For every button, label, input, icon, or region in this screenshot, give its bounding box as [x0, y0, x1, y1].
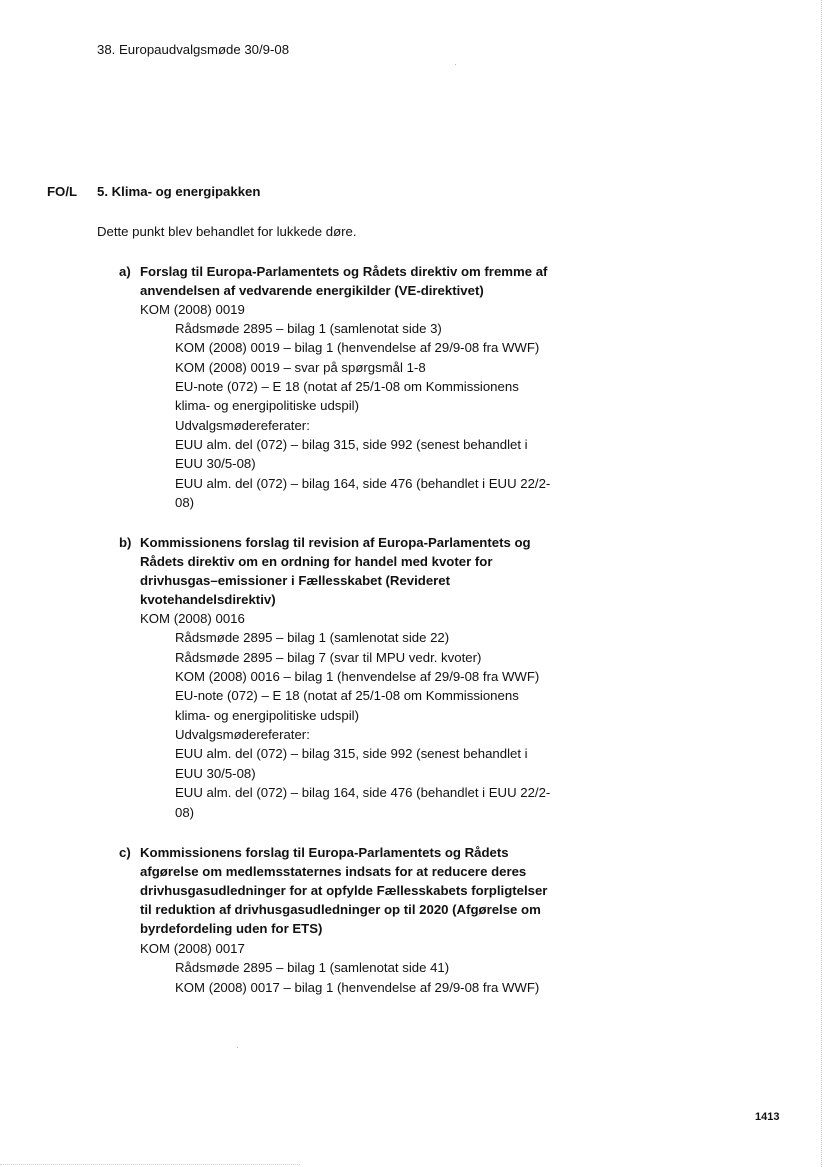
ref-line: EUU 30/5-08)	[175, 766, 256, 781]
item-title-line: kvotehandelsdirektiv)	[140, 592, 276, 607]
ref-line: Rådsmøde 2895 – bilag 1 (samlenotat side 3)	[175, 321, 442, 336]
item-letter: b)	[119, 535, 132, 550]
ref-line: KOM (2008) 0019 – bilag 1 (henvendelse af 29/9-08 fra WWF)	[175, 340, 540, 355]
item-title-line: drivhusgas–emissioner i Fællesskabet (Revideret	[140, 573, 451, 588]
item-title-line: Kommissionens forslag til Europa-Parlamentets og Rådets	[140, 845, 509, 860]
ref-line: EUU alm. del (072) – bilag 164, side 476 (behandlet i EUU 22/2-	[175, 785, 551, 800]
ref-line: klima- og energipolitiske udspil)	[175, 398, 359, 413]
section-intro: Dette punkt blev behandlet for lukkede døre.	[97, 224, 357, 239]
ref-line: KOM (2008) 0017 – bilag 1 (henvendelse af 29/9-08 fra WWF)	[175, 980, 540, 995]
ref-line: EUU 30/5-08)	[175, 456, 256, 471]
ref-line: Udvalgsmødereferater:	[175, 727, 310, 742]
item-title-line: til reduktion af drivhusgasudledninger op til 2020 (Afgørelse om	[140, 902, 541, 917]
ref-line: KOM (2008) 0016 – bilag 1 (henvendelse af 29/9-08 fra WWF)	[175, 669, 540, 684]
section-title: 5. Klima- og energipakken	[97, 184, 261, 199]
meeting-header: 38. Europaudvalgsmøde 30/9-08	[97, 42, 290, 57]
ref-line: EU-note (072) – E 18 (notat af 25/1-08 om Kommissionens	[175, 379, 519, 394]
ref-line: Rådsmøde 2895 – bilag 1 (samlenotat side 22)	[175, 630, 450, 645]
item-title-line: anvendelsen af vedvarende energikilder (VE-direktivet)	[140, 283, 484, 298]
ref-line: EUU alm. del (072) – bilag 315, side 992 (senest behandlet i	[175, 746, 528, 761]
ref-line: Rådsmøde 2895 – bilag 7 (svar til MPU vedr. kvoter)	[175, 650, 482, 665]
item-title-line: byrdefordeling uden for ETS)	[140, 921, 323, 936]
ref-line: klima- og energipolitiske udspil)	[175, 708, 359, 723]
item-kom-reference: KOM (2008) 0019	[140, 302, 245, 317]
ref-line: KOM (2008) 0019 – svar på spørgsmål 1-8	[175, 360, 426, 375]
item-kom-reference: KOM (2008) 0017	[140, 941, 245, 956]
item-letter: c)	[119, 845, 131, 860]
ref-line: 08)	[175, 495, 195, 510]
item-title-line: drivhusgasudledninger for at opfylde Fællesskabets forpligtelser	[140, 883, 548, 898]
section-marker: FO/L	[47, 184, 78, 199]
scan-edge-right	[821, 0, 822, 1167]
scan-edge-bottom	[0, 1164, 300, 1165]
page-number: 1413	[755, 1111, 780, 1123]
ref-line: EU-note (072) – E 18 (notat af 25/1-08 om Kommissionens	[175, 688, 519, 703]
ref-line: EUU alm. del (072) – bilag 164, side 476 (behandlet i EUU 22/2-	[175, 476, 551, 491]
item-title-line: Rådets direktiv om en ordning for handel med kvoter for	[140, 554, 493, 569]
item-title-line: afgørelse om medlemsstaternes indsats for at reducere deres	[140, 864, 527, 879]
ref-line: EUU alm. del (072) – bilag 315, side 992 (senest behandlet i	[175, 437, 528, 452]
scan-speck	[237, 1047, 238, 1048]
item-title-line: Forslag til Europa-Parlamentets og Rådets direktiv om fremme af	[140, 264, 548, 279]
item-kom-reference: KOM (2008) 0016	[140, 611, 245, 626]
ref-line: Udvalgsmødereferater:	[175, 418, 310, 433]
item-title-line: Kommissionens forslag til revision af Europa-Parlamentets og	[140, 535, 531, 550]
item-letter: a)	[119, 264, 131, 279]
scan-speck	[455, 64, 456, 65]
ref-line: 08)	[175, 805, 195, 820]
ref-line: Rådsmøde 2895 – bilag 1 (samlenotat side 41)	[175, 960, 450, 975]
